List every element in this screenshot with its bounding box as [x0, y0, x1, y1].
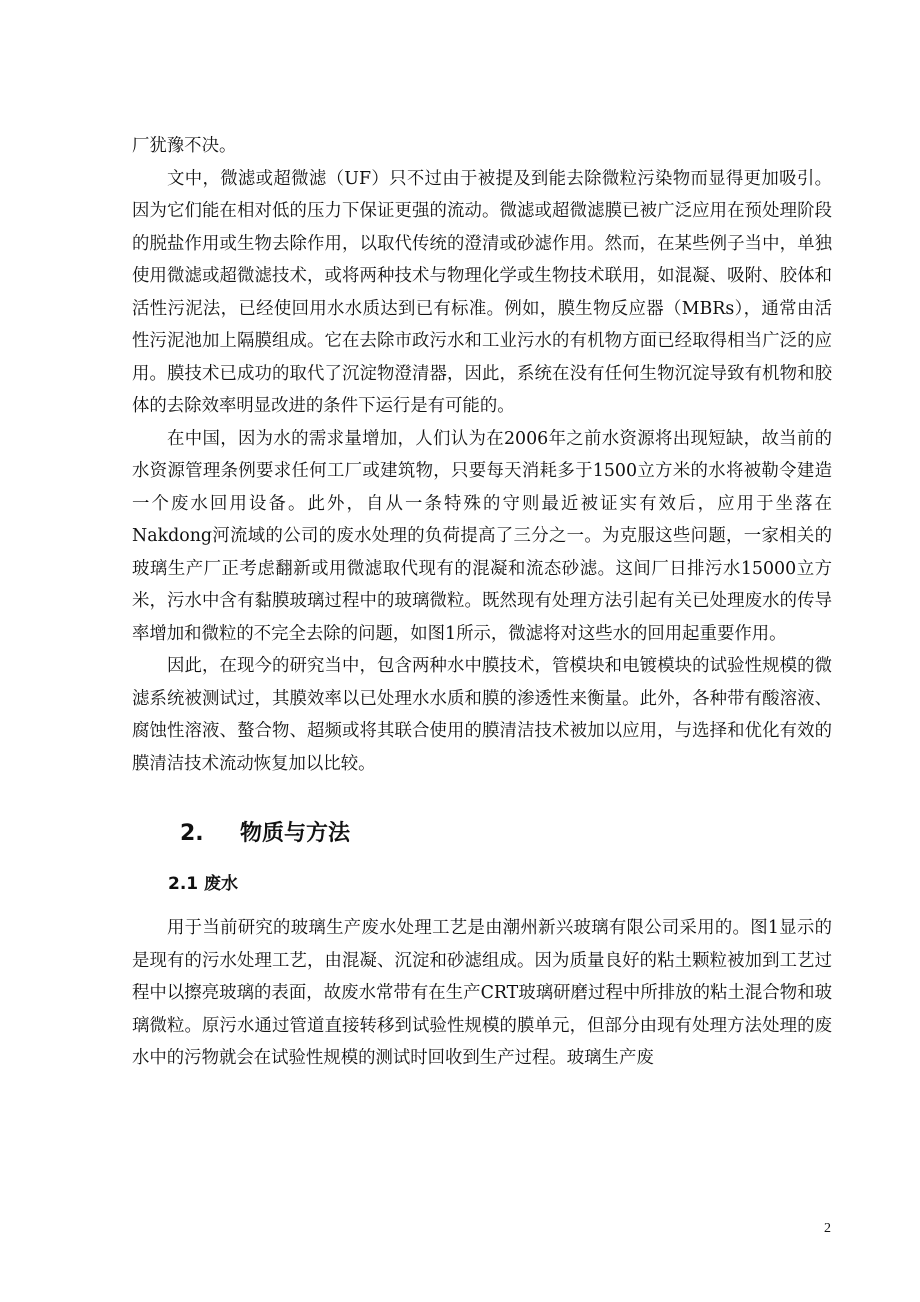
page-body [132, 130, 832, 1075]
paragraph-1: 厂犹豫不决。 [132, 136, 237, 156]
paragraph-5: 用于当前研究的玻璃生产废水处理工艺是由潮州新兴玻璃有限公司采用的。图1显示的是现有的污水处理工艺，由混凝、沉淀和砂滤组成。因为质量良好的粘土颗粒被加到工艺过程中以擦亮玻璃的表面，故废水常带有在生产CRT玻璃研磨过程中所排放的粘土混合物和玻璃微粒。原污水通过管道直接转移到试验性规模的膜单元，但部分由现有处理方法处理的废水中的污物就会在试验性规模的测试时回收到生产过程。玻璃生产废 [132, 918, 832, 1068]
paragraph-2: 文中，微滤或超微滤（UF）只不过由于被提及到能去除微粒污染物而显得更加吸引。因为它们能在相对低的压力下保证更强的流动。微滤或超微滤膜已被广泛应用在预处理阶段的脱盐作用或生物去除作用，以取代传统的澄清或砂滤作用。然而，在某些例子当中，单独使用微滤或超微滤技术，或将两种技术与物理化学或生物技术联用，如混凝、吸附、胶体和活性污泥法，已经使回用水水质达到已有标准。例如，膜生物反应器（MBRs），通常由活性污泥池加上隔膜组成。它在去除市政污水和工业污水的有机物方面已经取得相当广泛的应用。膜技术已成功的取代了沉淀物澄清器，因此，系统在没有任何生物沉淀导致有机物和胶体的去除效率明显改进的条件下运行是有可能的。 [132, 168, 832, 416]
page-number: 2 [824, 1221, 831, 1236]
section-heading [132, 814, 832, 854]
body-text-bottom [132, 912, 832, 1075]
subsection-heading: 2.1 废水 [168, 874, 239, 894]
section-number: 2. [180, 821, 204, 846]
body-text-top [132, 130, 832, 780]
paragraph-4: 因此，在现今的研究当中，包含两种水中膜技术，管模块和电镀模块的试验性规模的微滤系统被测试过，其膜效率以已处理水水质和膜的渗透性来衡量。此外，各种带有酸溶液、腐蚀性溶液、螯合物、超频或将其联合使用的膜清洁技术被加以应用，与选择和优化有效的膜清洁技术流动恢复加以比较。 [132, 656, 832, 774]
section-title: 物质与方法 [240, 821, 351, 846]
paragraph-3: 在中国，因为水的需求量增加，人们认为在2006年之前水资源将出现短缺，故当前的水资源管理条例要求任何工厂或建筑物，只要每天消耗多于1500立方米的水将被勒令建造一个废水回用设备。此外，自从一条特殊的守则最近被证实有效后，应用于坐落在Nakdong河流域的公司的废水处理的负荷提高了三分之一。为克服这些问题，一家相关的玻璃生产厂正考虑翻新或用微滤取代现有的混凝和流态砂滤。这间厂日排污水15000立方米，污水中含有黏膜玻璃过程中的玻璃微粒。既然现有处理方法引起有关已处理废水的传导率增加和微粒的不完全去除的问题，如图1所示，微滤将对这些水的回用起重要作用。 [132, 428, 832, 644]
